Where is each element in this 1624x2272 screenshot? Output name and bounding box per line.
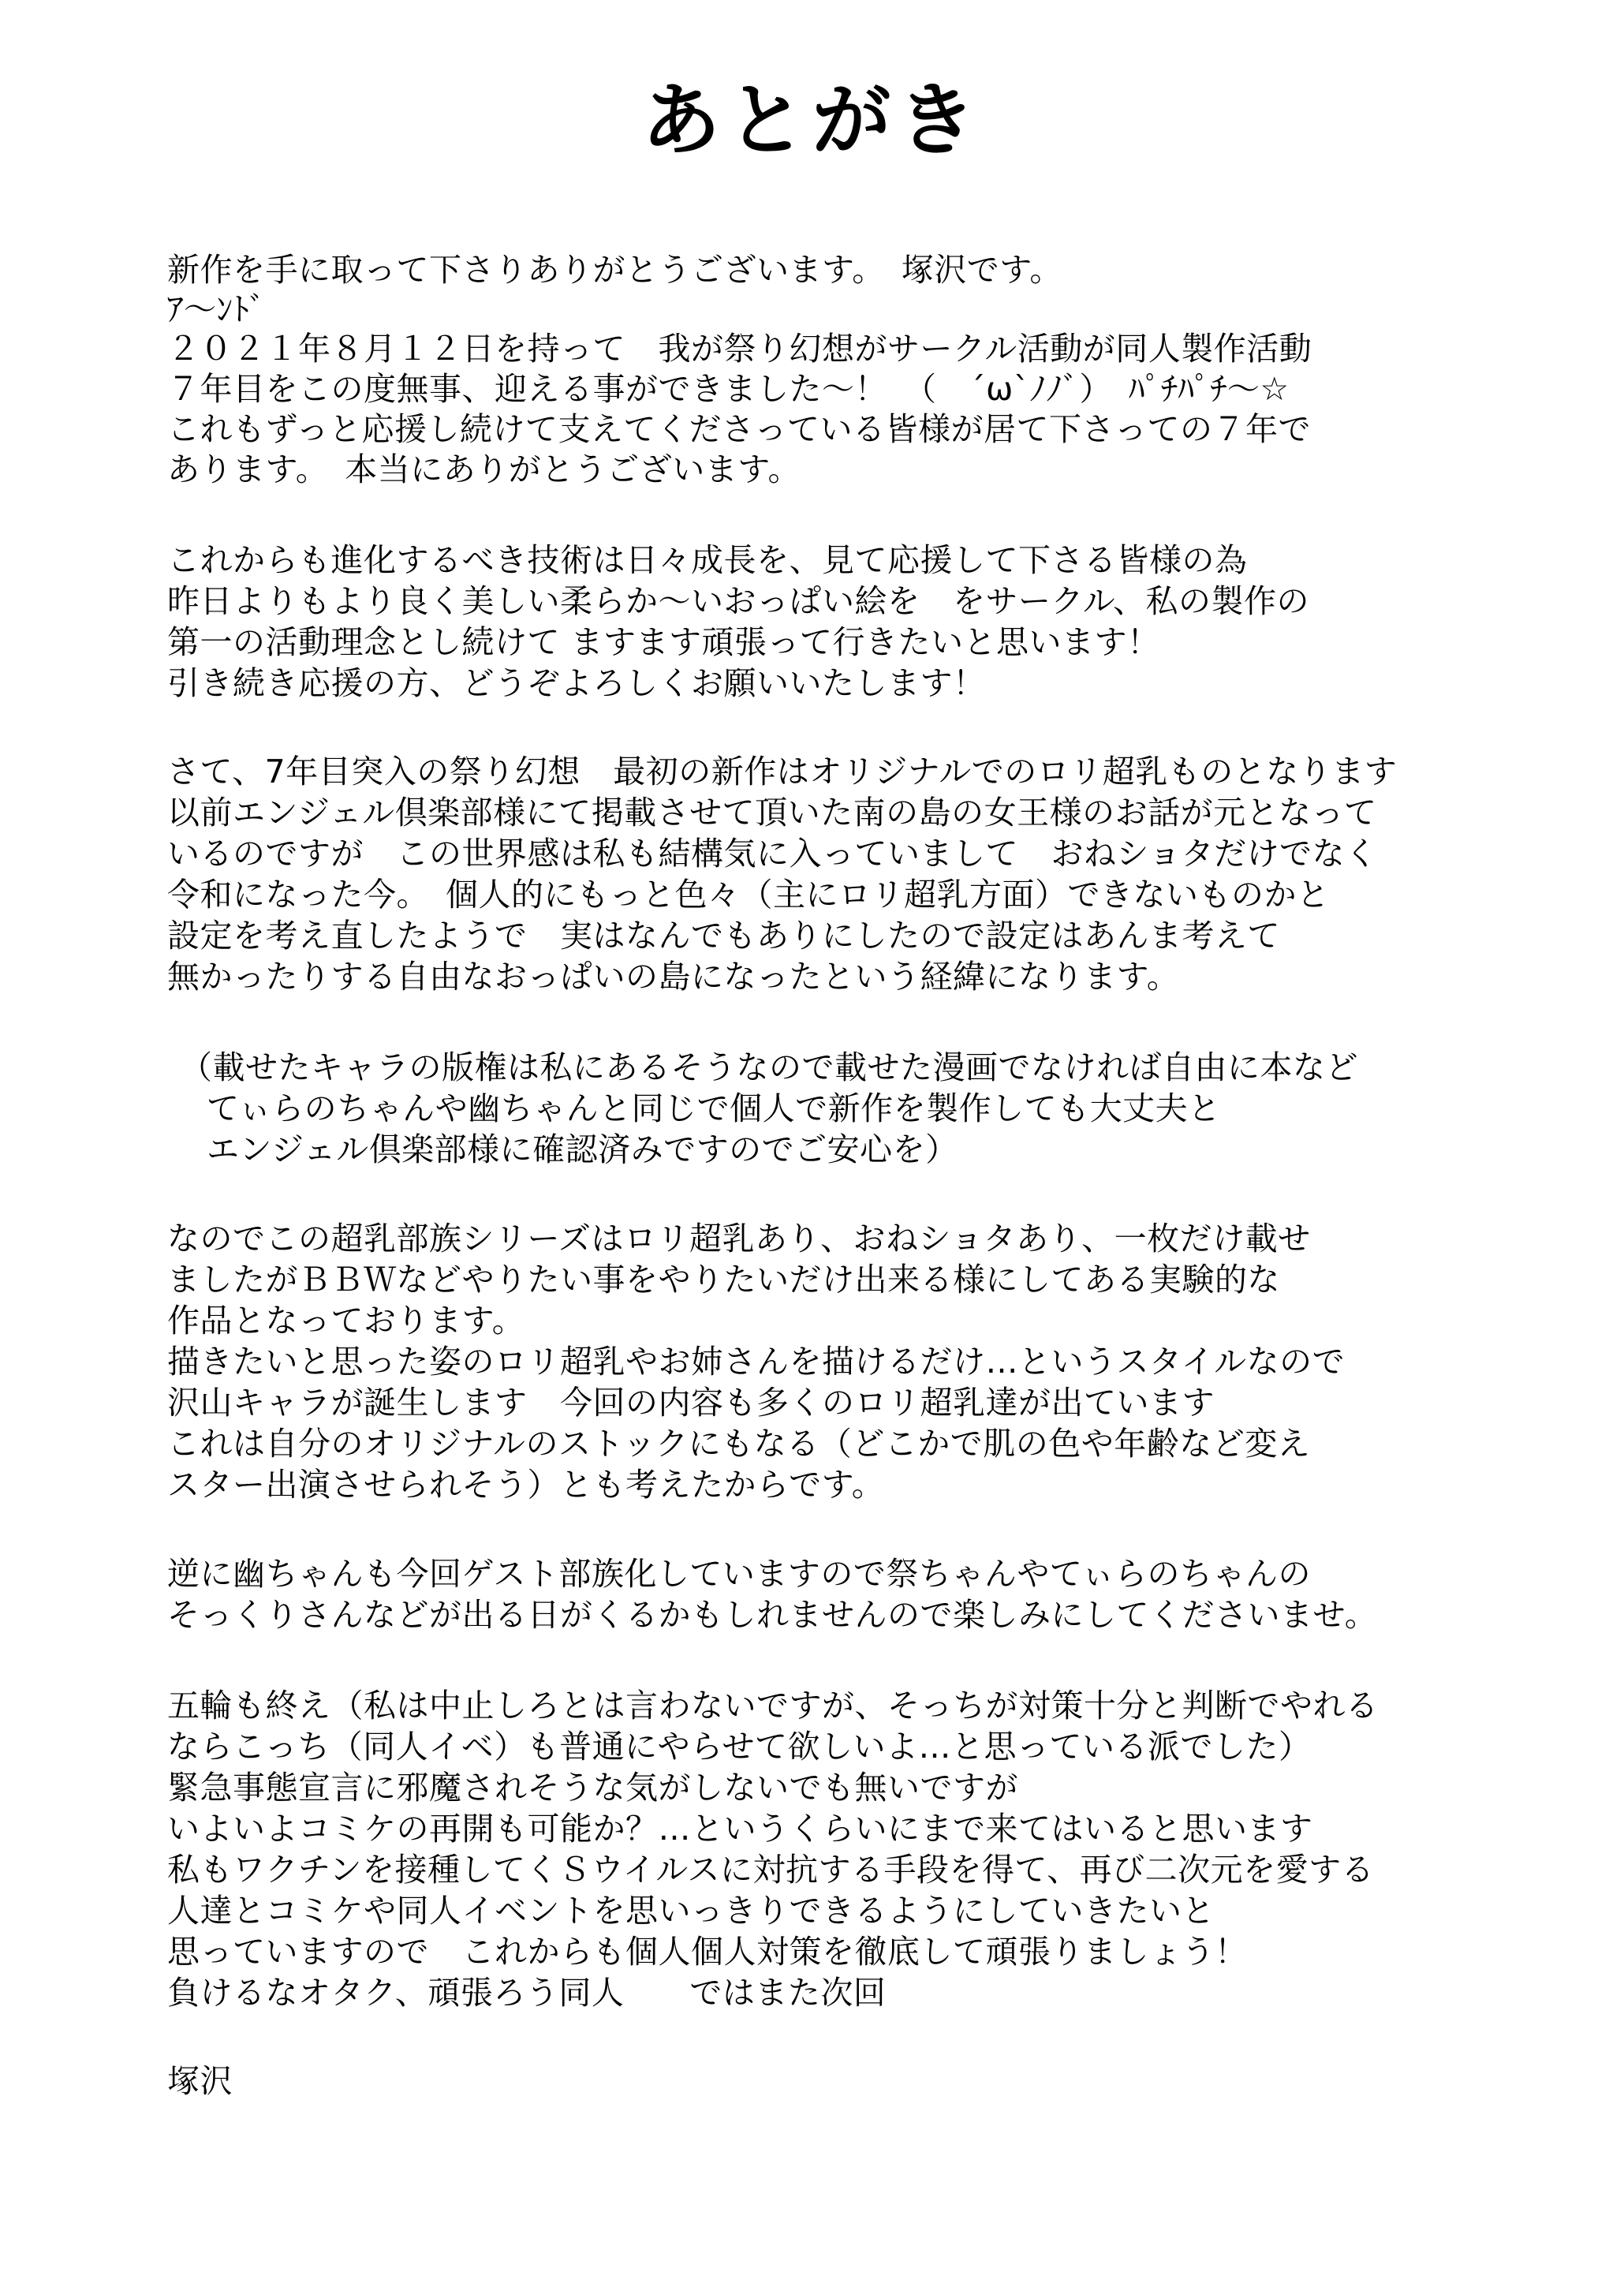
text-line: ましたがＢＢＷなどやりたい事をやりたいだけ出来る様にしてある実験的な — [167, 1261, 1280, 1299]
author-signature: 塚沢 — [167, 2062, 233, 2100]
text-line: 負けるなオタク、頑張ろう同人 ではまた次回 — [167, 1974, 887, 2012]
text-line: 緊急事態宣言に邪魔されそうな気がしないでも無いですが — [167, 1769, 1018, 1807]
text-line: あります。 本当にありがとうございます。 — [167, 450, 801, 488]
text-line: 無かったりする自由なおっぱいの島になったという経緯になります。 — [167, 958, 1180, 996]
text-line: 引き続き応援の方、どうぞよろしくお願いいたします！ — [167, 664, 986, 702]
text-line: いよいよコミケの再開も可能か？…というくらいにまで来てはいると思います — [167, 1810, 1313, 1848]
text-line: 令和になった今。 個人的にもっと色々（主にロリ超乳方面）できないものかと — [167, 876, 1330, 914]
text-line: これは自分のオリジナルのストックにもなる（どこかで肌の色や年齢など変え — [167, 1425, 1311, 1463]
text-line: 描きたいと思った姿のロリ超乳やお姉さんを描けるだけ…というスタイルなので — [167, 1343, 1346, 1381]
text-line: これからも進化するべき技術は日々成長を、見て応援して下さる皆様の為 — [167, 541, 1248, 579]
text-line: てぃらのちゃんや幽ちゃんと同じで個人で新作を製作しても大丈夫と — [207, 1089, 1221, 1127]
text-line: 人達とコミケや同人イベントを思いっきりできるようにしていきたいと — [167, 1892, 1215, 1930]
text-line: ２０２１年８月１２日を持って 我が祭り幻想がサークル活動が同人製作活動 — [167, 330, 1312, 368]
text-line: これもずっと応援し続けて支えてくださっている皆様が居て下さっての７年で — [167, 410, 1312, 448]
text-line: （載せたキャラの版権は私にあるそうなので載せた漫画でなければ自由に本など — [180, 1048, 1358, 1086]
text-line: ｱ～ﾝﾄﾞ — [167, 290, 266, 328]
text-line: なのでこの超乳部族シリーズはロリ超乳あり、おねショタあり、一枚だけ載せ — [167, 1220, 1311, 1257]
text-line: そっくりさんなどが出る日がくるかもしれませんので楽しみにしてくださいませ。 — [167, 1596, 1378, 1634]
text-line: 第一の活動理念とし続けて ますます頑張って行きたいと思います！ — [167, 623, 1160, 661]
page-title: あとがき — [641, 73, 983, 166]
text-line: エンジェル倶楽部様に確認済みですのでご安心を） — [207, 1130, 958, 1168]
text-line: 思っていますので これからも個人個人対策を徹底して頑張りましょう！ — [167, 1933, 1248, 1971]
text-line: 沢山キャラが誕生します 今回の内容も多くのロリ超乳達が出ています — [167, 1384, 1215, 1422]
text-line: 逆に幽ちゃんも今回ゲスト部族化していますので祭ちゃんやてぃらのちゃんの — [167, 1555, 1312, 1593]
text-line: 私もワクチンを接種してくＳウイルスに対抗する手段を得て、再び二次元を愛する — [167, 1851, 1375, 1889]
text-line: 五輪も終え（私は中止しろとは言わないですが、そっちが対策十分と判断でやれる — [167, 1687, 1379, 1725]
text-line: 昨日よりもより良く美しい柔らか～いおっぱい絵を をサークル、私の製作の — [167, 582, 1309, 620]
text-line: 以前エンジェル倶楽部様にて掲載させて頂いた南の島の女王様のお話が元となって — [167, 794, 1377, 831]
text-line: ７年目をこの度無事、迎える事ができました～！ （ ´ω`ﾉﾉﾞ） ﾊﾟﾁﾊﾟﾁ～☆ — [167, 370, 1290, 408]
text-line: スター出演させられそう）とも考えたからです。 — [167, 1466, 885, 1504]
text-line: 設定を考え直したようで 実はなんでもありにしたので設定はあんま考えて — [167, 917, 1280, 955]
text-line: ならこっち（同人イベ）も普通にやらせて欲しいよ…と思っている派でした） — [167, 1728, 1312, 1766]
text-line: 作品となっております。 — [167, 1302, 525, 1340]
text-line: いるのですが この世界感は私も結構気に入っていまして おねショタだけでなく — [167, 835, 1378, 873]
text-line: 新作を手に取って下さりありがとうございます。 塚沢です。 — [167, 251, 1062, 289]
text-line: さて、7年目突入の祭り幻想 最初の新作はオリジナルでのロリ超乳ものとなります — [167, 753, 1398, 790]
